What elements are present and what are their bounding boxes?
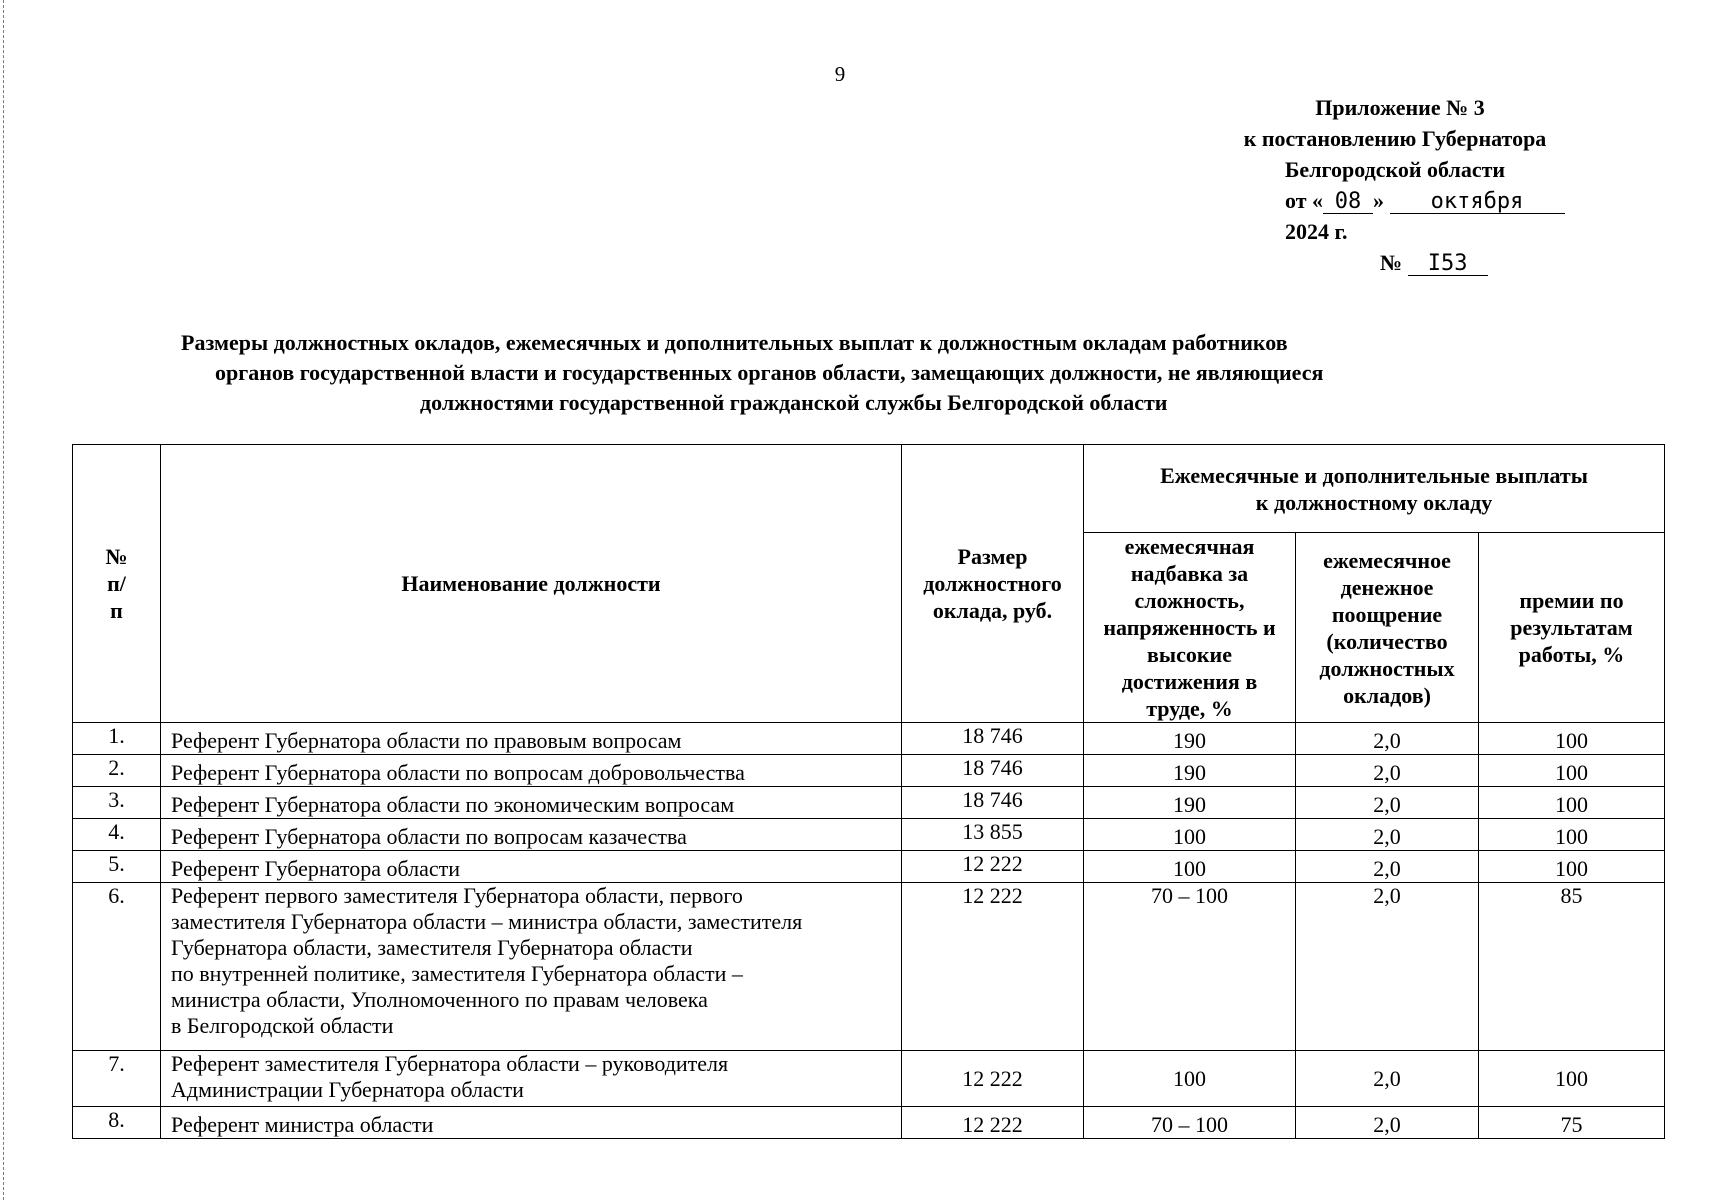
row-salary: 12 222 — [902, 851, 1084, 883]
table-row — [73, 851, 1665, 883]
row-name: Референт Губернатора области по правовым вопросам — [161, 723, 902, 755]
annex-line-2: к постановлению Губернатора — [1243, 126, 1547, 151]
number-value: I53 — [1408, 253, 1488, 276]
row-salary: 18 746 — [902, 755, 1084, 787]
row-name — [161, 1051, 902, 1107]
row-bonus: 2,0 — [1296, 851, 1479, 883]
row-bonus: 2,0 — [1296, 1051, 1479, 1107]
row-bonus: 2,0 — [1296, 755, 1479, 787]
annex-number — [1380, 247, 1595, 278]
row-premium: 100 — [1479, 1051, 1665, 1107]
header-payments-group: Ежемесячные и дополнительные выплаты к должностному окладу — [1084, 445, 1665, 533]
row-name-line: по внутренней политике, заместителя Губернатора области – — [171, 961, 743, 986]
row-num: 2. — [73, 755, 161, 787]
row-salary: 18 746 — [902, 787, 1084, 819]
table-row — [73, 1107, 1665, 1139]
row-premium: 100 — [1479, 851, 1665, 883]
row-name-line: министра области, Уполномоченного по правам человека — [171, 987, 708, 1012]
document-title — [140, 328, 1660, 418]
row-num: 1. — [73, 723, 161, 755]
row-salary: 18 746 — [902, 723, 1084, 755]
row-allowance: 190 — [1084, 787, 1296, 819]
annex-line-3: Белгородской области — [1284, 157, 1506, 182]
row-salary: 12 222 — [902, 1107, 1084, 1139]
row-bonus: 2,0 — [1296, 819, 1479, 851]
row-salary: 12 222 — [902, 1051, 1084, 1107]
row-num: 5. — [73, 851, 161, 883]
row-name-line: в Белгородской области — [171, 1013, 394, 1038]
row-name: Референт Губернатора области по вопросам добровольчества — [161, 755, 902, 787]
row-num: 3. — [73, 787, 161, 819]
row-premium: 100 — [1479, 723, 1665, 755]
row-salary: 12 222 — [902, 883, 1084, 1051]
table-row — [73, 787, 1665, 819]
row-allowance: 70 – 100 — [1084, 1107, 1296, 1139]
row-num: 7. — [73, 1051, 161, 1107]
date-mid: » — [1373, 188, 1385, 213]
row-premium: 85 — [1479, 883, 1665, 1051]
table-row — [73, 819, 1665, 851]
row-allowance: 100 — [1084, 819, 1296, 851]
row-name: Референт Губернатора области — [161, 851, 902, 883]
header-num: № п/п — [73, 445, 161, 723]
annex-date — [1285, 185, 1595, 247]
row-name-line: Референт заместителя Губернатора области – руководителя — [171, 1051, 729, 1076]
row-allowance: 70 – 100 — [1084, 883, 1296, 1051]
number-prefix: № — [1380, 250, 1403, 275]
header-premium: премии по результатам работы, % — [1479, 533, 1665, 723]
row-premium: 75 — [1479, 1107, 1665, 1139]
row-bonus: 2,0 — [1296, 787, 1479, 819]
row-name — [161, 883, 902, 1051]
row-bonus: 2,0 — [1296, 1107, 1479, 1139]
row-salary: 13 855 — [902, 819, 1084, 851]
row-allowance: 100 — [1084, 1051, 1296, 1107]
row-name: Референт Губернатора области по вопросам казачества — [161, 819, 902, 851]
row-num: 6. — [73, 883, 161, 1051]
title-line-1: Размеры должностных окладов, ежемесячных и дополнительных выплат к должностным окладам работников — [181, 330, 1288, 355]
row-num: 4. — [73, 819, 161, 851]
date-prefix: от « — [1285, 188, 1324, 213]
date-day: 08 — [1323, 191, 1373, 214]
row-premium: 100 — [1479, 819, 1665, 851]
row-name-line: Администрации Губернатора области — [171, 1077, 524, 1102]
annex-header — [1195, 92, 1595, 278]
title-line-3: должностями государственной гражданской службы Белгородской области — [420, 390, 1168, 415]
page-number: 9 — [834, 62, 846, 86]
header-salary: Размер должностного оклада, руб. — [902, 445, 1084, 723]
row-name: Референт министра области — [161, 1107, 902, 1139]
row-name-line: Референт первого заместителя Губернатора области, первого — [171, 883, 743, 908]
header-name: Наименование должности — [161, 445, 902, 723]
header-bonus: ежемесячное денежное поощрение (количество должностных окладов) — [1296, 533, 1479, 723]
header-allowance: ежемесячная надбавка за сложность, напряженность и высокие достижения в труде, % — [1084, 533, 1296, 723]
row-allowance: 190 — [1084, 755, 1296, 787]
row-premium: 100 — [1479, 787, 1665, 819]
row-num: 8. — [73, 1107, 161, 1139]
row-name-line: заместителя Губернатора области – министра области, заместителя — [171, 909, 803, 934]
title-line-2: органов государственной власти и государственных органов области, замещающих должности, не являющиеся — [215, 360, 1324, 385]
table-row — [73, 883, 1665, 1051]
row-bonus: 2,0 — [1296, 883, 1479, 1051]
table-row — [73, 723, 1665, 755]
salary-table — [72, 444, 1665, 1139]
row-name: Референт Губернатора области по экономическим вопросам — [161, 787, 902, 819]
row-premium: 100 — [1479, 755, 1665, 787]
row-bonus: 2,0 — [1296, 723, 1479, 755]
annex-line-1: Приложение № 3 — [1315, 95, 1485, 120]
table-row — [73, 1051, 1665, 1107]
row-allowance: 190 — [1084, 723, 1296, 755]
row-name-line: Губернатора области, заместителя Губернатора области — [171, 935, 693, 960]
table-row — [73, 755, 1665, 787]
date-month: октября — [1390, 191, 1565, 214]
row-allowance: 100 — [1084, 851, 1296, 883]
page-edge-line — [3, 0, 4, 1200]
date-year: 2024 г. — [1285, 219, 1348, 244]
